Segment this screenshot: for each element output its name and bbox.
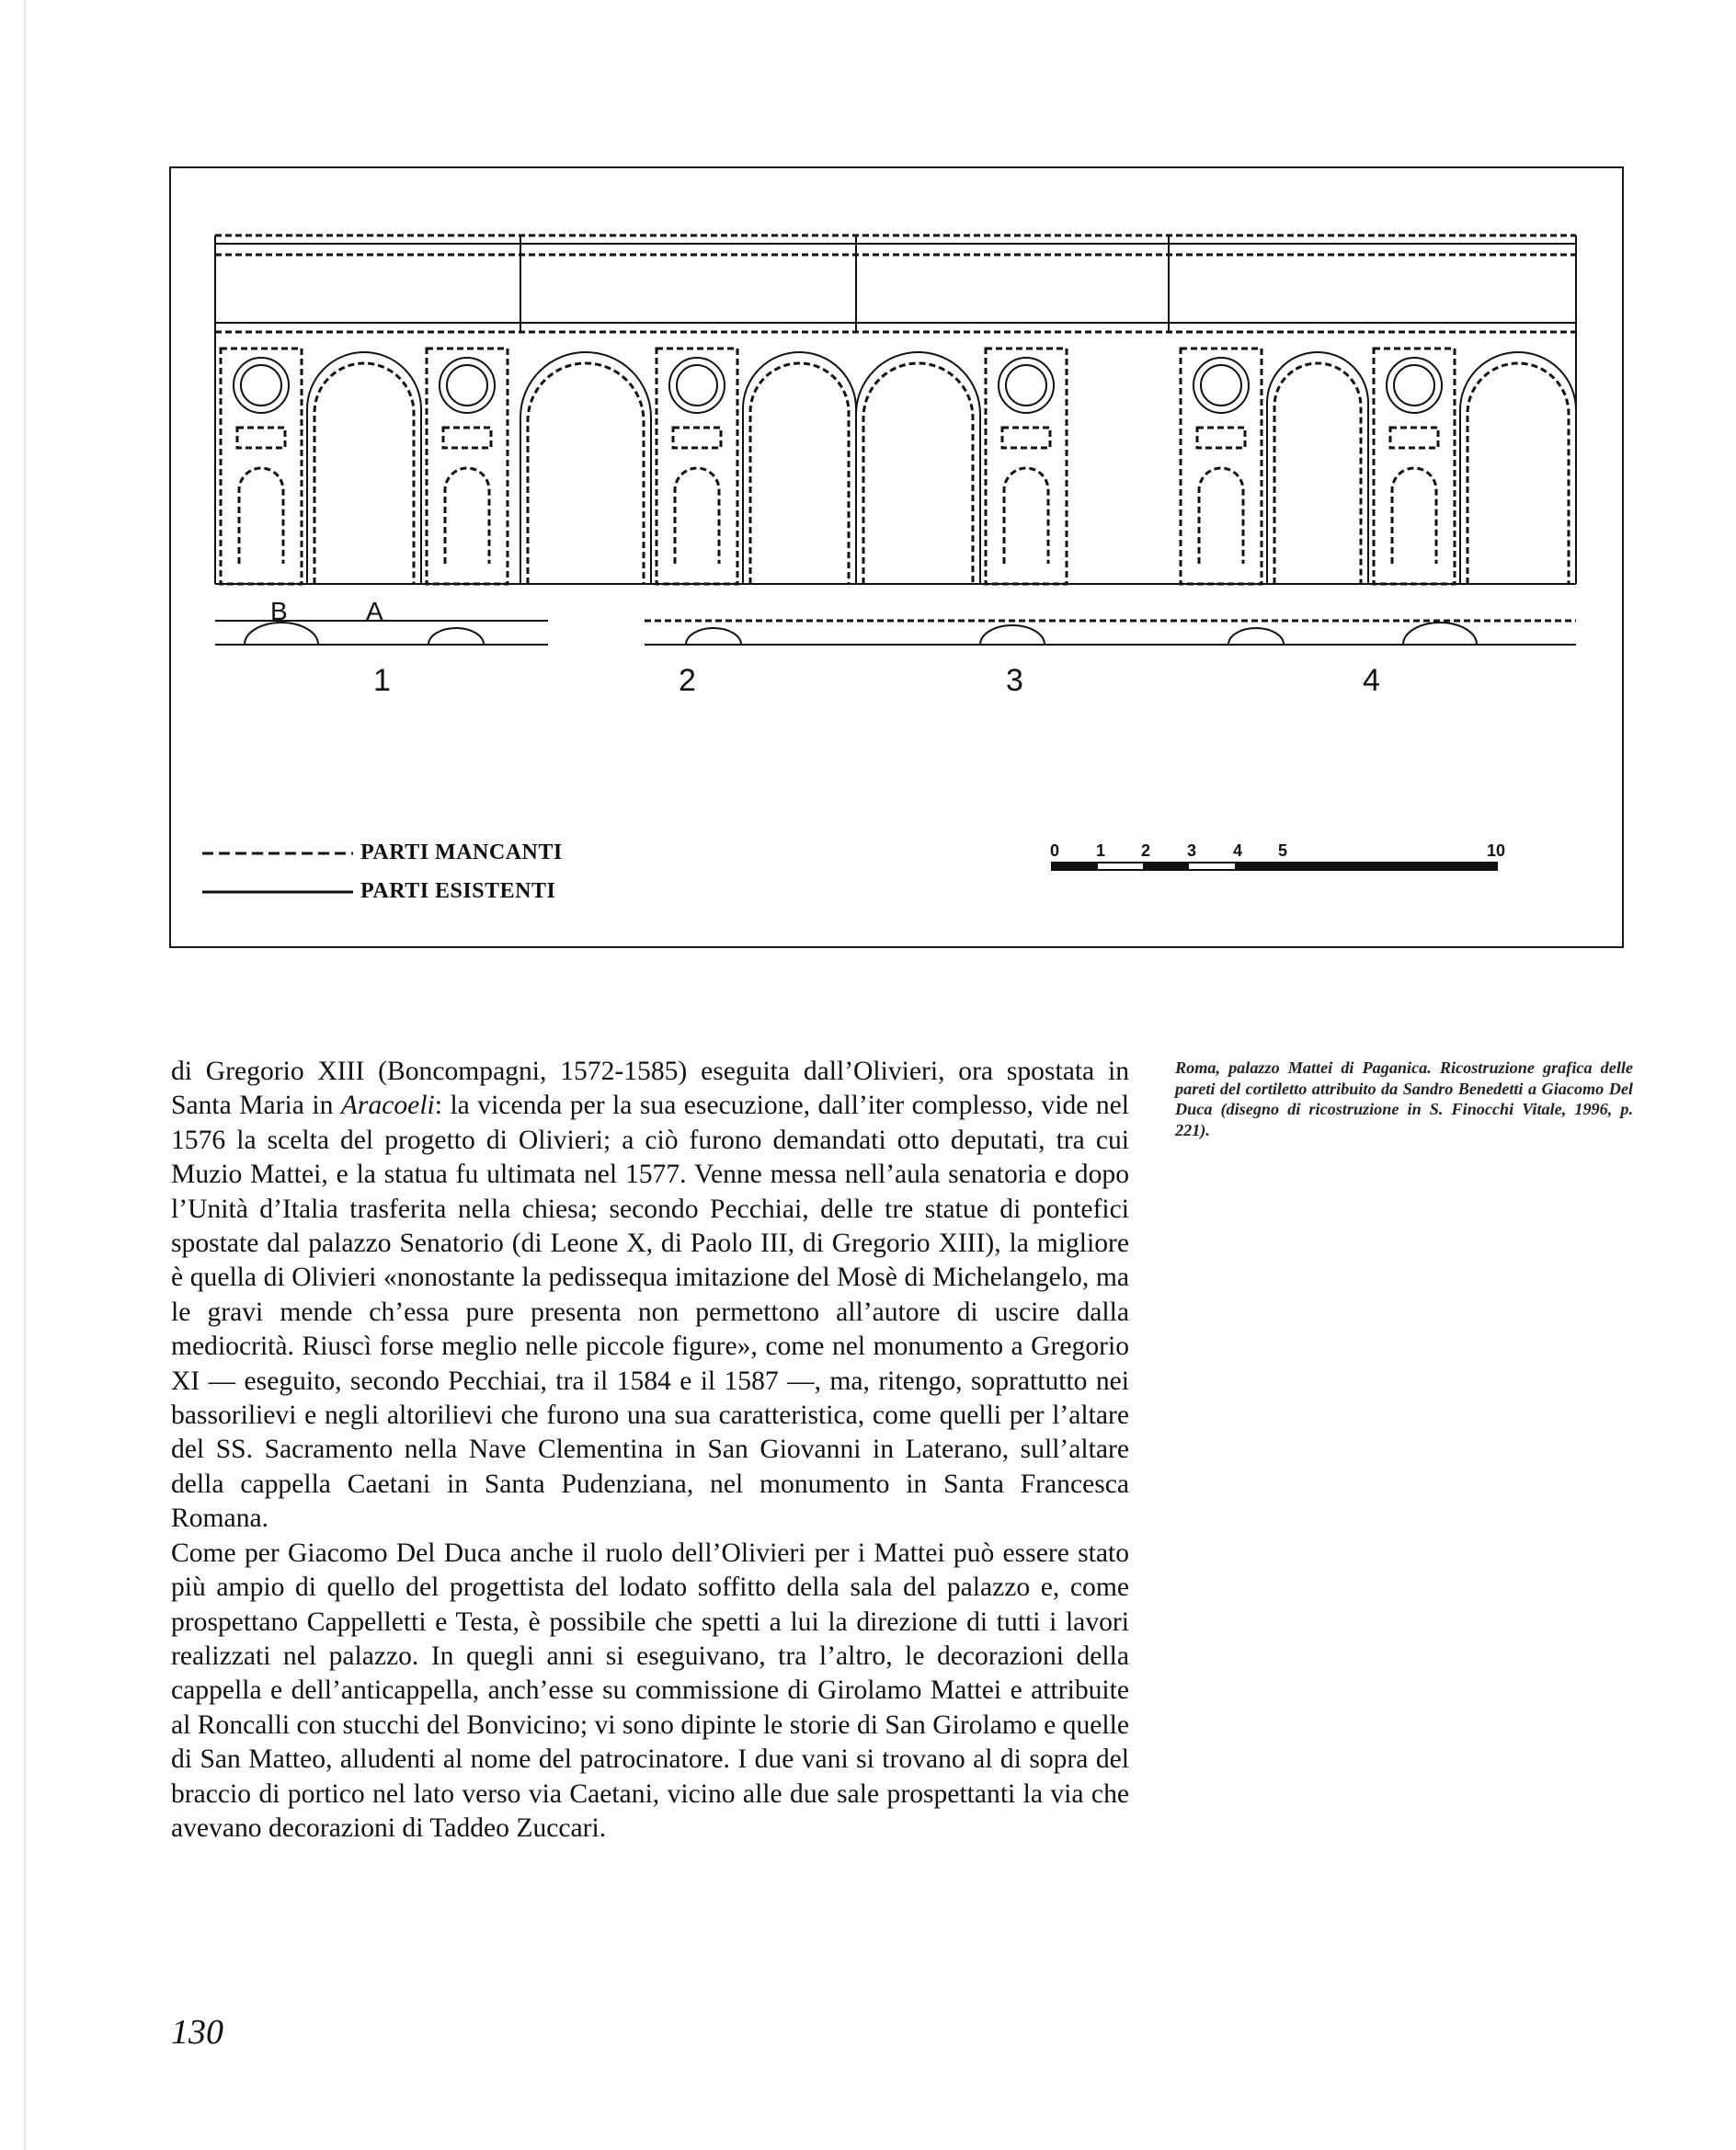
arch-5: [1267, 352, 1368, 584]
oculus-inner-6: [1394, 365, 1434, 406]
niche-1: [239, 468, 283, 564]
scale-label-5: 5: [1278, 841, 1288, 860]
arch-3: [743, 352, 856, 584]
scale-bar-segment-1: [1052, 863, 1098, 870]
plan-niche-5: [1228, 628, 1284, 645]
scale-label-1: 1: [1096, 841, 1106, 860]
oculus-inner-3: [677, 365, 717, 406]
page-margin-shadow: [24, 0, 26, 2150]
figure-frame: [169, 166, 1624, 948]
paragraph-1-start: di Gregorio XIII (Boncompagni, 1572-1585) eseguita dall’Olivieri, ora spostata in Santa Maria in: [171, 1057, 1129, 1121]
point-label-b: B: [270, 597, 288, 625]
panel-1: [237, 428, 285, 448]
page-number: 130: [171, 2013, 223, 2052]
oculus-inner-2: [447, 365, 487, 406]
niche-5: [1199, 468, 1243, 564]
bay-label-3: 3: [1006, 663, 1023, 698]
paragraph-1-end: : la vicenda per la sua esecuzione, dall’iter complesso, vide nel 1576 la scelta del progetto di Olivieri; a ciò furono demandati otto deputati, tra cui Muzio Mattei, e la statua fu ultimata nel 1577. Venne messa nell’aula senatoria e dopo l’Unità d’Italia trasferita nella chiesa; secondo Pecchiai, delle tre statue di pontefici spostate dal palazzo Senatorio (di Leone X, di Paolo III, di Gregorio XIII), la migliore è quella di Olivieri «nonostante la pedissequa imitazione del Mosè di Michelangelo, ma le gravi mende ch’essa pure presenta non permettono all’autore di uscire dalla mediocrità. Riuscì forse meglio nelle piccole figure», come nel monumento a Gregorio XI — eseguito, secondo Pecchiai, tra il 1584 e il 1587 —, ma, ritengo, soprattutto nei bassorilievi e negli altorilievi che furono una sua caratteristica, come quelli per l’altare del SS. Sacramento nella Nave Clementina in San Giovanni in Laterano, sull’altare della cappella Caetani in Santa Pudenziana, nel monumento in Santa Francesca Romana.: [171, 1091, 1130, 1534]
plan-niche-4: [980, 625, 1045, 645]
paragraph-1-emphasis: Aracoeli: [340, 1091, 435, 1121]
plan-niche-3: [686, 628, 741, 645]
arch-inner-6: [1468, 363, 1569, 584]
legend-existing-label: PARTI ESISTENTI: [360, 879, 556, 903]
paragraph-1: [171, 1055, 1129, 1537]
panel-6: [1390, 428, 1438, 448]
panel-2: [443, 428, 491, 448]
scale-label-3: 3: [1187, 841, 1197, 860]
figure-caption: Roma, palazzo Mattei di Paganica. Ricostruzione grafica delle pareti del cortiletto attribuito da Sandro Benedetti a Giacomo Del Duca (disegno di ricostruzione in S. Finocchi Vitale, 1996, p. 221).: [1175, 1058, 1633, 1139]
scale-bar-segment-2: [1143, 863, 1189, 870]
body-text: [171, 1055, 1129, 1846]
plan-niche-6: [1403, 623, 1477, 645]
point-label-a: A: [366, 597, 383, 625]
arch-6: [1460, 352, 1576, 584]
arch-inner-2: [528, 363, 644, 584]
arch-inner-3: [750, 363, 849, 584]
scale-label-10: 10: [1487, 841, 1506, 860]
arch-1: [307, 352, 421, 584]
panel-5: [1197, 428, 1245, 448]
niche-4: [1004, 468, 1048, 564]
plan-niche-2: [428, 628, 484, 645]
oculus-inner-1: [241, 365, 281, 406]
bay-label-2: 2: [679, 663, 696, 698]
niche-3: [675, 468, 719, 564]
bay-label-1: 1: [373, 663, 391, 698]
panel-4: [1002, 428, 1050, 448]
oculus-inner-5: [1201, 365, 1241, 406]
scale-label-4: 4: [1233, 841, 1243, 860]
elevation-drawing: [171, 168, 1622, 946]
niche-2: [445, 468, 489, 564]
scale-bar-segment-3: [1235, 863, 1497, 870]
bay-label-4: 4: [1363, 663, 1380, 698]
oculus-inner-4: [1006, 365, 1046, 406]
arch-inner-5: [1274, 363, 1361, 584]
scale-label-2: 2: [1141, 841, 1151, 860]
niche-6: [1392, 468, 1436, 564]
paragraph-2: Come per Giacomo Del Duca anche il ruolo dell’Olivieri per i Mattei può essere stato più ampio di quello del progettista del lodato soffitto della sala del palazzo e, come prospettano Cappelletti e Testa, è possibile che spetti a lui la direzione di tutti i lavori realizzati nel palazzo. In quegli anni si eseguivano, tra l’altro, le decorazioni della cappella e dell’anticappella, anch’esse su commissione di Girolamo Mattei e attribuite al Roncalli con stucchi del Bonvicino; vi sono dipinte le storie di San Girolamo e quelle di San Matteo, alludenti al nome del patrocinatore. I due vani si trovano al di sopra del braccio di portico nel lato verso via Caetani, vicino alle due sale prospettanti la via che avevano decorazioni di Taddeo Zuccari.: [171, 1538, 1129, 1843]
arch-inner-4: [863, 363, 973, 584]
arch-inner-1: [314, 363, 414, 584]
panel-3: [673, 428, 721, 448]
scale-label-0: 0: [1050, 841, 1060, 860]
legend-missing-label: PARTI MANCANTI: [360, 841, 563, 864]
